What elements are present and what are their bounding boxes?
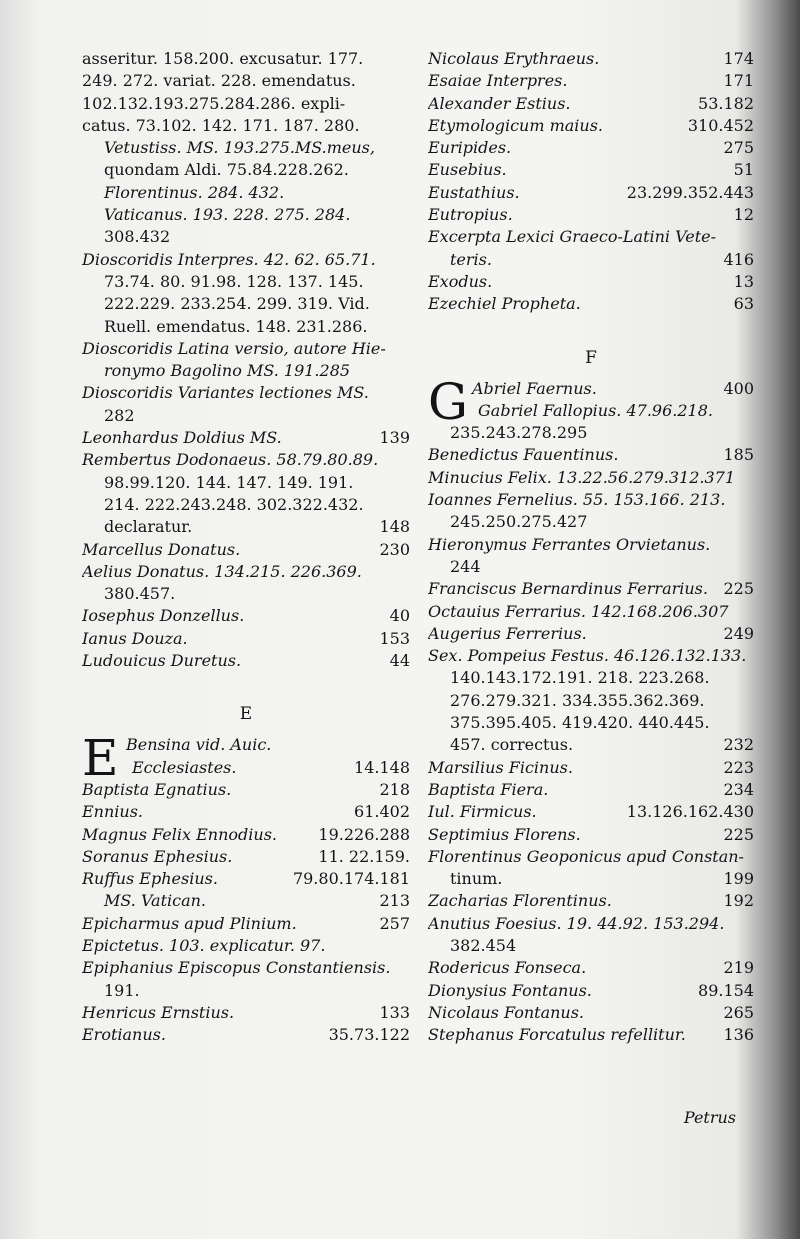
index-entry-text: Alexander Estius.	[428, 93, 571, 113]
index-line	[428, 935, 754, 957]
index-entry-text: Ruell. emendatus. 148. 231.286.	[104, 316, 368, 336]
index-line	[82, 70, 410, 92]
index-line	[428, 271, 754, 293]
index-entry-text: Eustathius.	[428, 182, 520, 202]
index-line	[82, 93, 410, 115]
page-reference: 192	[723, 891, 754, 911]
index-entry-text: 102.132.193.275.284.286. expli-	[82, 93, 346, 113]
index-line	[82, 779, 410, 801]
index-entry-text: Soranus Ephesius.	[82, 846, 233, 866]
index-entry-text: Baptista Egnatius.	[82, 779, 232, 799]
index-line	[428, 957, 754, 979]
index-line	[82, 824, 410, 846]
index-line	[82, 271, 410, 293]
index-entry-text: teris.	[450, 249, 492, 269]
index-entry-text: Rembertus Dodonaeus. 58.79.80.89.	[82, 450, 379, 470]
index-line	[82, 583, 410, 605]
drop-cap: G	[428, 372, 468, 431]
index-line	[428, 115, 754, 137]
index-line	[428, 757, 754, 779]
index-line	[82, 561, 410, 583]
index-entry-text: Gabriel Fallopius. 47.96.218.	[478, 400, 713, 420]
index-entry-text: Erotianus.	[82, 1025, 166, 1045]
page-reference: 44	[389, 651, 410, 671]
index-line	[428, 70, 754, 92]
index-line	[82, 382, 410, 404]
page-reference: 11. 22.159.	[318, 846, 410, 866]
index-line	[82, 957, 410, 979]
page-reference: 53.182	[698, 93, 754, 113]
index-entry-text: Florentinus. 284. 432.	[104, 182, 285, 202]
page-reference: 14.148	[354, 757, 410, 777]
index-entry-text: Leonhardus Doldius MS.	[82, 428, 282, 448]
index-line	[428, 556, 754, 578]
index-entry-text: Iosephus Donzellus.	[82, 606, 245, 626]
index-entry-text: catus. 73.102. 142. 171. 187. 280.	[82, 115, 360, 135]
index-line	[428, 667, 754, 689]
index-line	[82, 405, 410, 427]
page-reference: 40	[389, 606, 410, 626]
page-reference: 19.226.288	[318, 824, 410, 844]
section-f-heading: F	[585, 347, 597, 368]
index-line	[82, 338, 410, 360]
index-line	[428, 378, 754, 400]
index-entry-text: Zacharias Florentinus.	[428, 891, 612, 911]
catchword: Petrus	[683, 1108, 736, 1127]
index-entry-text: Exodus.	[428, 271, 493, 291]
index-entry-text: Magnus Felix Ennodius.	[82, 824, 277, 844]
page-reference: 12	[733, 205, 754, 225]
drop-cap: E	[82, 729, 119, 788]
index-entry-text: 457. correctus.	[450, 735, 574, 755]
index-entry-text: 380.457.	[104, 584, 176, 604]
index-line	[428, 159, 754, 181]
index-line	[428, 534, 754, 556]
index-line	[428, 890, 754, 912]
index-line	[82, 734, 410, 756]
index-entry-text: Ioannes Fernelius. 55. 153.166. 213.	[428, 490, 726, 510]
page-reference: 139	[379, 428, 410, 448]
index-entry-text: Rodericus Fonseca.	[428, 958, 587, 978]
index-entry-text: declaratur.	[104, 517, 193, 537]
page-reference: 174	[723, 49, 754, 68]
index-entry-text: Florentinus Geoponicus apud Constan-	[428, 846, 744, 866]
index-entry-text: Sex. Pompeius Festus. 46.126.132.133.	[428, 646, 747, 666]
index-line	[82, 516, 410, 538]
index-entry-text: Benedictus Fauentinus.	[428, 445, 619, 465]
index-line	[82, 1002, 410, 1024]
index-entry-text: 308.432	[104, 227, 171, 247]
page-reference: 13.126.162.430	[626, 802, 754, 822]
index-line	[82, 980, 410, 1002]
index-line	[428, 779, 754, 801]
index-line	[82, 846, 410, 868]
index-line	[428, 645, 754, 667]
index-entry-text: Ludouicus Duretus.	[82, 651, 242, 671]
page-reference: 13	[733, 271, 754, 291]
index-line	[82, 757, 410, 779]
index-line	[428, 1002, 754, 1024]
index-entry-text: Augerius Ferrerius.	[428, 623, 587, 643]
index-line	[82, 472, 410, 494]
index-entry-text: Vaticanus. 193. 228. 275. 284.	[104, 205, 351, 225]
page-reference: 219	[723, 958, 754, 978]
index-entry-text: Dioscoridis Interpres. 42. 62. 65.71.	[82, 249, 376, 269]
index-entry-text: 276.279.321. 334.355.362.369.	[450, 690, 705, 710]
page-reference: 79.80.174.181	[292, 869, 410, 889]
index-entry-text: Minucius Felix. 13.22.56.279.312.371	[428, 467, 736, 487]
page-reference: 225	[723, 579, 754, 599]
index-line	[428, 712, 754, 734]
index-entry-text: 249. 272. variat. 228. emendatus.	[82, 71, 356, 91]
page-reference: 310.452	[687, 115, 754, 135]
index-entry-text: 98.99.120. 144. 147. 149. 191.	[104, 472, 354, 492]
index-entry-text: Etymologicum maius.	[428, 115, 604, 135]
index-line	[428, 511, 754, 533]
page-reference: 230	[379, 539, 410, 559]
index-entry-text: Ennius.	[82, 802, 144, 822]
index-entry-text: Nicolaus Fontanus.	[428, 1002, 585, 1022]
index-line	[82, 650, 410, 672]
page-reference: 265	[723, 1002, 754, 1022]
page-reference: 218	[379, 779, 410, 799]
index-line	[428, 846, 754, 868]
page-reference: 153	[379, 628, 410, 648]
section-f-drop-cap-block	[428, 372, 754, 431]
page-reference: 136	[723, 1025, 754, 1045]
page-reference: 223	[723, 757, 754, 777]
index-line	[428, 1024, 754, 1046]
index-line	[82, 628, 410, 650]
index-line	[428, 204, 754, 226]
index-line	[82, 249, 410, 271]
index-line	[428, 824, 754, 846]
index-entry-text: Epiphanius Episcopus Constantiensis.	[82, 958, 391, 978]
index-entry-text: Excerpta Lexici Graeco-Latini Vete-	[428, 227, 716, 247]
page-reference: 416	[723, 249, 754, 269]
index-line	[82, 539, 410, 561]
index-entry-text: asseritur. 158.200. excusatur. 177.	[82, 49, 364, 68]
index-entry-text: Hieronymus Ferrantes Orvietanus.	[428, 534, 711, 554]
index-entry-text: Ruffus Ephesius.	[82, 869, 218, 889]
index-entry-text: Stephanus Forcatulus refellitur.	[428, 1025, 686, 1045]
page-reference: 89.154	[698, 980, 754, 1000]
page-reference: 225	[723, 824, 754, 844]
index-entry-text: 214. 222.243.248. 302.322.432.	[104, 494, 364, 514]
page-reference: 133	[379, 1002, 410, 1022]
page-reference: 249	[723, 623, 754, 643]
page-reference: 63	[733, 294, 754, 314]
index-entry-text: 382.454	[450, 935, 517, 955]
index-line	[82, 890, 410, 912]
index-entry-text: 222.229. 233.254. 299. 319. Vid.	[104, 294, 370, 314]
index-entry-text: Marsilius Ficinus.	[428, 757, 573, 777]
index-entry-text: Ecclesiastes.	[132, 757, 237, 777]
index-line	[82, 494, 410, 516]
index-line	[428, 226, 754, 248]
index-line	[82, 115, 410, 137]
index-entry-text: Ianus Douza.	[82, 628, 188, 648]
index-entry-text: 245.250.275.427	[450, 512, 588, 532]
index-line	[428, 48, 754, 70]
index-entry-text: 73.74. 80. 91.98. 128. 137. 145.	[104, 271, 364, 291]
index-entry-text: Epicharmus apud Plinium.	[82, 913, 297, 933]
index-line	[428, 690, 754, 712]
index-line	[82, 801, 410, 823]
index-line	[428, 489, 754, 511]
index-line	[82, 316, 410, 338]
index-entry-text: 235.243.278.295	[450, 423, 588, 443]
index-entry-text: Iul. Firmicus.	[428, 802, 537, 822]
index-line	[428, 400, 754, 422]
index-entry-text: Dioscoridis Variantes lectiones MS.	[82, 383, 369, 403]
right-column	[428, 48, 754, 1046]
index-line	[428, 734, 754, 756]
index-entry-text: 244	[450, 556, 481, 576]
page-reference: 275	[723, 138, 754, 158]
index-line	[82, 137, 410, 159]
index-line	[82, 605, 410, 627]
index-entry-text: Ezechiel Propheta.	[428, 294, 581, 314]
index-entry-text: Franciscus Bernardinus Ferrarius.	[428, 579, 708, 599]
index-line	[82, 427, 410, 449]
page-reference: 185	[723, 445, 754, 465]
index-entry-text: tinum.	[450, 869, 503, 889]
index-entry-text: Vetustiss. MS. 193.275.MS.meus,	[104, 138, 375, 158]
index-entry-text: Aelius Donatus. 134.215. 226.369.	[82, 561, 362, 581]
page-reference: 232	[723, 735, 754, 755]
index-entry-text: Marcellus Donatus.	[82, 539, 241, 559]
index-line	[82, 159, 410, 181]
page-reference: 234	[723, 779, 754, 799]
index-entry-text: ronymo Bagolino MS. 191.285	[104, 361, 351, 381]
index-line	[428, 601, 754, 623]
index-line	[428, 801, 754, 823]
index-entry-text: Baptista Fiera.	[428, 779, 549, 799]
index-line	[428, 980, 754, 1002]
index-entry-text: Dioscoridis Latina versio, autore Hie-	[82, 338, 386, 358]
index-entry-text: quondam Aldi. 75.84.228.262.	[104, 160, 349, 180]
index-entry-text: Nicolaus Erythraeus.	[428, 49, 600, 68]
index-entry-text: 140.143.172.191. 218. 223.268.	[450, 668, 710, 688]
index-entry-text: Bensina vid. Auic.	[126, 735, 272, 755]
index-line	[428, 623, 754, 645]
index-entry-text: Henricus Ernstius.	[82, 1002, 235, 1022]
page-reference: 61.402	[354, 802, 410, 822]
index-line	[428, 249, 754, 271]
index-entry-text: Esaiae Interpres.	[428, 71, 568, 91]
page-reference: 199	[723, 869, 754, 889]
index-entry-text: Octauius Ferrarius. 142.168.206.307	[428, 601, 729, 621]
index-entry-text: Eusebius.	[428, 160, 507, 180]
index-line	[428, 444, 754, 466]
index-entry-text: Euripides.	[428, 138, 512, 158]
page-reference: 257	[379, 913, 410, 933]
index-entry-text: Dionysius Fontanus.	[428, 980, 592, 1000]
section-e-heading: E	[239, 704, 253, 725]
section-e-drop-cap-block	[82, 729, 410, 788]
index-entry-text: 375.395.405. 419.420. 440.445.	[450, 713, 710, 733]
index-entry-text: Anutius Foesius. 19. 44.92. 153.294.	[428, 913, 725, 933]
index-line	[82, 204, 410, 226]
page-reference: 213	[379, 891, 410, 911]
index-line	[428, 137, 754, 159]
index-line	[82, 48, 410, 70]
index-line	[82, 360, 410, 382]
index-line	[428, 913, 754, 935]
index-line	[82, 226, 410, 248]
page-reference: 400	[723, 378, 754, 398]
index-entry-text: Epictetus. 103. explicatur. 97.	[82, 935, 326, 955]
index-line	[428, 93, 754, 115]
page-reference: 171	[723, 71, 754, 91]
index-line	[82, 913, 410, 935]
left-column	[82, 48, 410, 1046]
index-line	[428, 293, 754, 315]
page-reference: 148	[379, 517, 410, 537]
index-entry-text: 282	[104, 405, 135, 425]
index-entry-text: Septimius Florens.	[428, 824, 581, 844]
index-entry-text: Abriel Faernus.	[472, 378, 597, 398]
index-line	[82, 182, 410, 204]
index-line	[82, 449, 410, 471]
page-reference: 23.299.352.443	[626, 182, 754, 202]
index-line	[428, 422, 754, 444]
index-line	[428, 868, 754, 890]
page-reference: 51	[733, 160, 754, 180]
index-line	[428, 467, 754, 489]
index-line	[428, 578, 754, 600]
index-line	[82, 1024, 410, 1046]
index-entry-text: Eutropius.	[428, 205, 513, 225]
index-entry-text: MS. Vatican.	[104, 891, 207, 911]
index-line	[82, 935, 410, 957]
index-line	[82, 868, 410, 890]
index-entry-text: 191.	[104, 980, 140, 1000]
index-line	[82, 293, 410, 315]
page-reference: 35.73.122	[328, 1025, 410, 1045]
index-line	[428, 182, 754, 204]
